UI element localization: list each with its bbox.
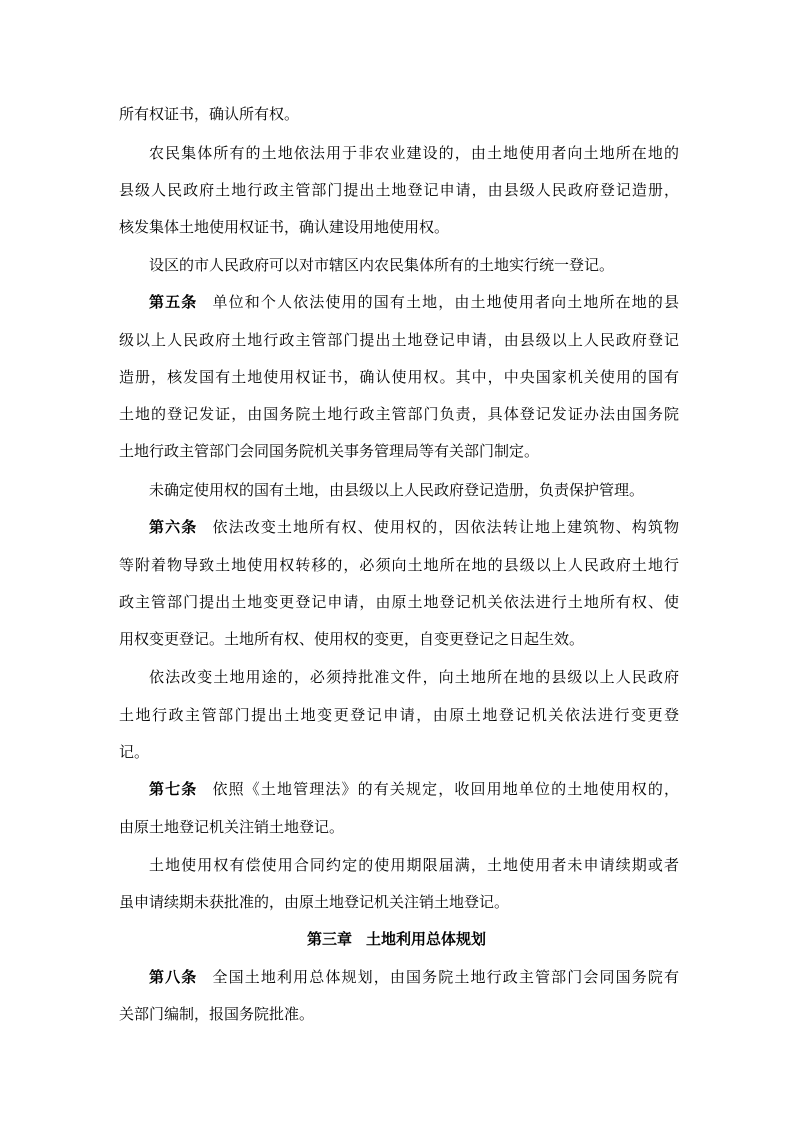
paragraph-line: 依法改变土地用途的，必须持批准文件，向土地所在地的县级以上人民政府 <box>149 668 679 686</box>
article-line <box>149 518 679 536</box>
article-text: 全国土地利用总体规划，由国务院土地行政主管部门会同国务院有 <box>211 968 679 986</box>
paragraph-line: 未确定使用权的国有土地，由县级以上人民政府登记造册，负责保护管理。 <box>149 481 645 499</box>
paragraph-line: 由原土地登记机关注销土地登记。 <box>119 818 345 836</box>
paragraph-line: 记。 <box>119 743 150 761</box>
paragraph-line: 土地行政主管部门会同国务院机关事务管理局等有关部门制定。 <box>119 442 540 460</box>
chapter-heading <box>0 930 793 948</box>
paragraph-line: 土地的登记发证，由国务院土地行政主管部门负责，具体登记发证办法由国务院 <box>119 405 679 423</box>
article-text: 依照《土地管理法》的有关规定，收回用地单位的土地使用权的， <box>211 780 679 798</box>
paragraph-line: 核发集体土地使用权证书，确认建设用地使用权。 <box>119 218 450 236</box>
paragraph-line: 虽申请续期未获批准的，由原土地登记机关注销土地登记。 <box>119 893 510 911</box>
article-line <box>149 968 679 986</box>
paragraph-line: 土地行政主管部门提出土地变更登记申请，由原土地登记机关依法进行变更登 <box>119 706 679 724</box>
paragraph-line: 政主管部门提出土地变更登记申请，由原土地登记机关依法进行土地所有权、使 <box>119 593 679 611</box>
paragraph-line: 设区的市人民政府可以对市辖区内农民集体所有的土地实行统一登记。 <box>149 256 615 274</box>
article-number: 第六条 <box>149 518 198 536</box>
article-number: 第七条 <box>149 780 198 798</box>
paragraph-line: 关部门编制，报国务院批准。 <box>119 1005 315 1023</box>
paragraph-line: 农民集体所有的土地依法用于非农业建设的，由土地使用者向土地所在地的 <box>149 144 679 162</box>
article-line <box>149 293 679 311</box>
chapter-title: 土地利用总体规划 <box>366 930 487 948</box>
paragraph-line: 等附着物导致土地使用权转移的，必须向土地所在地的县级以上人民政府土地行 <box>119 556 679 574</box>
article-line <box>149 780 679 798</box>
article-text: 单位和个人依法使用的国有土地，由土地使用者向土地所在地的县 <box>211 293 679 311</box>
article-text: 依法改变土地所有权、使用权的，因依法转让地上建筑物、构筑物 <box>211 518 679 536</box>
article-number: 第五条 <box>149 293 198 311</box>
chapter-number: 第三章 <box>306 930 352 948</box>
article-number: 第八条 <box>149 968 198 986</box>
paragraph-line: 级以上人民政府土地行政主管部门提出土地登记申请，由县级以上人民政府登记 <box>119 331 679 349</box>
paragraph-line: 土地使用权有偿使用合同约定的使用期限届满，土地使用者未申请续期或者 <box>149 856 679 874</box>
paragraph-line: 用权变更登记。土地所有权、使用权的变更，自变更登记之日起生效。 <box>119 630 585 648</box>
paragraph-line: 县级人民政府土地行政主管部门提出土地登记申请，由县级人民政府登记造册， <box>119 181 679 199</box>
paragraph-line: 造册，核发国有土地使用权证书，确认使用权。其中，中央国家机关使用的国有 <box>119 368 679 386</box>
paragraph-line: 所有权证书，确认所有权。 <box>119 105 300 123</box>
